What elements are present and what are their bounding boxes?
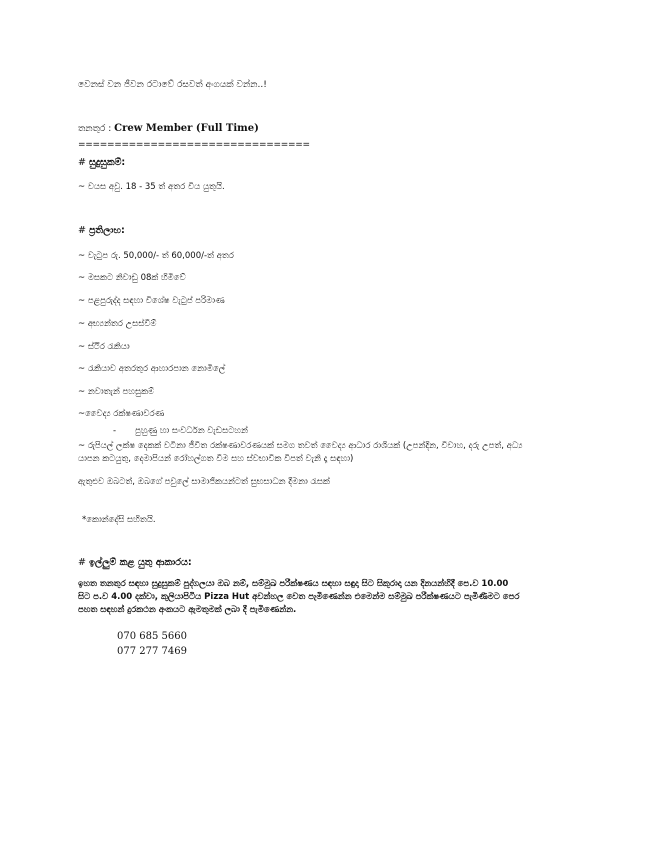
application-para-line-1: ඉහත තනතුර සඳහා සුදුසුකම් පුද්ගලයා ඔබ නම්, සම්මුඛ පරීක්ෂණය සඳහා සඳුදා සිට සිකුරාදා යන දිනයන්හිදී පෙ.ව 10.00 <box>78 579 509 589</box>
benefit-item: ~ මසකට නිවාඩු 08ක් හිමිවේ <box>78 273 186 283</box>
benefit-item: ~වෛද්‍ය රක්ෂණාවරණ <box>78 409 165 419</box>
position-line <box>78 123 259 135</box>
application-para-line-2: සිට ප.ව 4.00 දක්වා, කුලියාපිටිය Pizza Hut අවන්හල වෙත පැමිණෙන්න එමෙන්ම සම්මුඛ පරීක්ෂණයට පැමිණීමට පෙර <box>78 592 520 602</box>
benefits-hash: # <box>78 225 89 236</box>
phone-number: 070 685 5660 <box>117 631 187 642</box>
insurance-line-2: යාපන කටයුතු, දෙමාපියන් රෝහල්ගත වීම සහ ස්වභාවික විපත් වැනි දෑ සඳහා) <box>78 454 354 464</box>
insurance-line-1: ~ රුපියල් ලක්ෂ දෙකක් වටිනා ජීවිත රක්ෂණාවරණයක් සමග තවත් වෛද්‍ය ආධාර රාශියක් (උපන්දින, විවාහ, දරු උපත්, අධ්‍ය <box>78 441 523 451</box>
sub-bullet-dash: - <box>113 426 117 436</box>
benefits-heading <box>78 225 125 237</box>
welfare-closing: ඇතුළුව ඔබටත්, ඔබගේ පවුලේ සාමාජිකයන්ටත් සුභසාධන දීමනා රැසක් <box>78 477 330 487</box>
position-label: තනතුර : <box>78 124 115 134</box>
application-heading-text: ඉල්ලුම් කළ යුතු ආකාරය: <box>88 557 192 568</box>
application-hash: # <box>78 557 89 568</box>
application-paragraph <box>78 578 578 617</box>
benefit-item: ~ අභ්‍යන්තර උසස්වීම් <box>78 319 157 329</box>
conditions-note: *කොන්දේසි සහිතයි. <box>82 515 156 525</box>
sub-bullet-text: පුහුණු හා සංවර්ධන වැඩසටහන් <box>135 426 248 436</box>
position-title: Crew Member (Full Time) <box>114 123 259 134</box>
title-underline: ================================ <box>78 140 310 150</box>
phone-number: 077 277 7469 <box>117 646 187 657</box>
benefit-item: ~ රැකියාව අතරතුර ආහාරපාන නොමිලේ <box>78 364 226 374</box>
benefit-item: ~ වැටුප රු. 50,000/- ත් 60,000/-ත් අතර <box>78 251 234 261</box>
application-para-line-3: පහත සඳහන් දුරකථන අංකයට ඇමතුමක් ලබා දී පැමිණෙන්න. <box>78 605 297 615</box>
qualifications-heading-text: සුදුසුකම්: <box>88 157 126 168</box>
qualifications-heading <box>78 157 125 169</box>
application-heading <box>78 557 192 569</box>
benefit-item: ~ පළපුරුද්ද සඳහා විශේෂ වැටුප් පරිමාණ <box>78 296 225 306</box>
benefit-item: ~ ස්ථිර රැකියා <box>78 342 130 352</box>
training-sub-bullet <box>113 425 248 437</box>
benefit-item: ~ නවාතැන් පහසුකම් <box>78 387 155 397</box>
intro-line: වෙනස් වන ජීවන රටාවේ රසවත් අංගයක් වන්න..! <box>78 80 267 90</box>
benefits-heading-text: ප්‍රතිලාභ: <box>88 225 125 236</box>
qualification-item: ~ වයස අවු. 18 - 35 ත් අතර විය යුතුයි. <box>78 182 225 192</box>
qualifications-hash: # <box>78 157 89 168</box>
